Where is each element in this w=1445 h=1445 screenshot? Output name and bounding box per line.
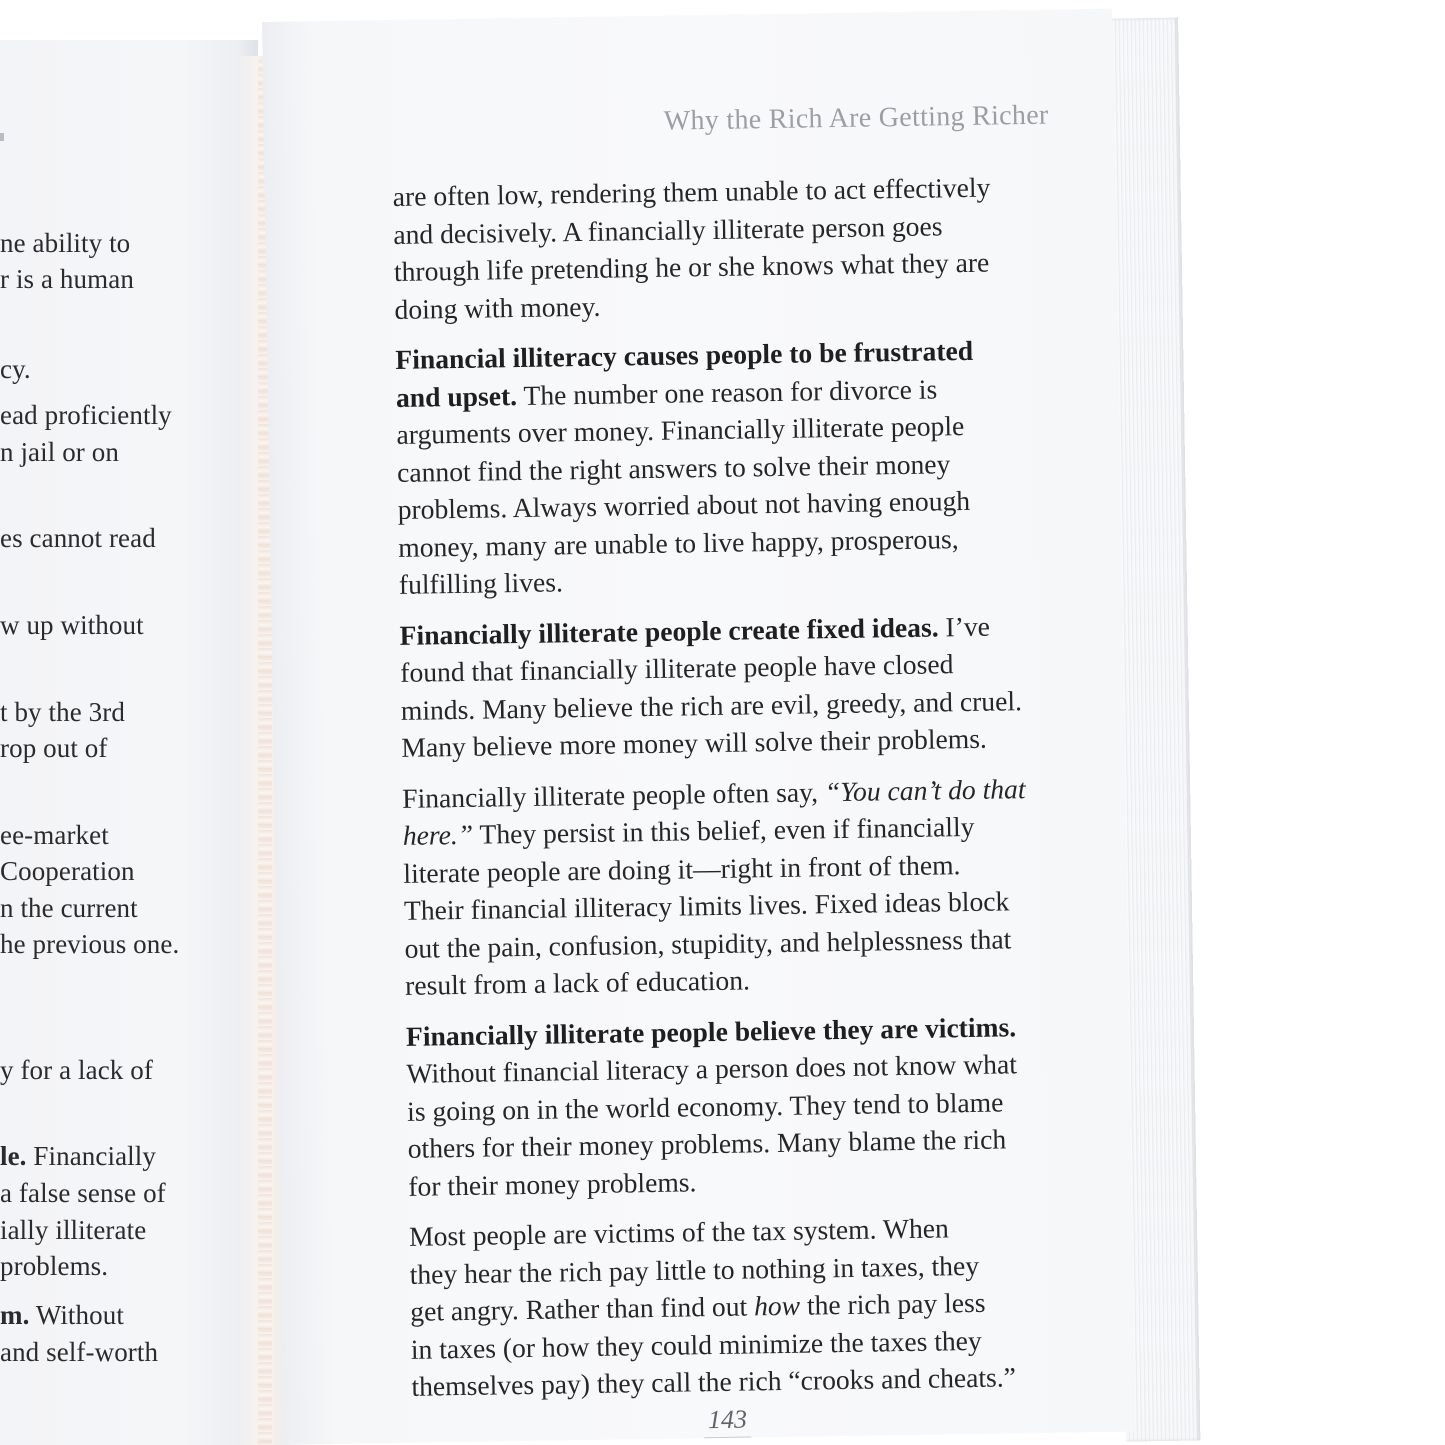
paragraph-lead: and upset. bbox=[395, 379, 518, 413]
text-line: fulfilling lives. bbox=[398, 566, 564, 600]
left-line-bold: m. bbox=[0, 1300, 30, 1330]
body-text bbox=[392, 167, 1091, 1418]
left-line: ee-market bbox=[0, 820, 109, 850]
page-number: 143 bbox=[704, 1404, 752, 1438]
paragraph-lead: Financially illiterate people create fixed ideas. bbox=[399, 610, 939, 651]
left-line: n jail or on bbox=[0, 437, 119, 467]
text-line: Most people are victims of the tax system. When bbox=[408, 1212, 950, 1252]
text-line: others for their money problems. Many blame the rich bbox=[407, 1123, 1007, 1164]
paragraph bbox=[399, 606, 1081, 767]
left-line: a false sense of bbox=[0, 1178, 166, 1208]
italic-quote: here.” bbox=[402, 818, 474, 851]
left-line: es cannot read bbox=[0, 523, 156, 553]
text-run: I’ve bbox=[938, 610, 991, 642]
left-line: Cooperation bbox=[0, 856, 135, 886]
text-line: Many believe more money will solve their problems. bbox=[401, 722, 988, 763]
left-line-rest: Without bbox=[29, 1300, 124, 1330]
paragraph-lead: Financial illiteracy causes people to be frustrated bbox=[395, 334, 974, 375]
text-line: money, many are unable to live happy, prosperous, bbox=[398, 522, 959, 563]
text-line: Their financial illiteracy limits lives. Fixed ideas block bbox=[403, 885, 1010, 926]
left-line: cy. bbox=[0, 354, 31, 384]
text-line: Without financial literacy a person does not know what bbox=[406, 1048, 1018, 1089]
left-line: ead proficiently bbox=[0, 400, 172, 430]
left-line-rest: Financially bbox=[26, 1141, 156, 1171]
left-page bbox=[0, 40, 258, 1445]
left-line-bold: le. bbox=[0, 1141, 27, 1171]
italic-word: how bbox=[753, 1289, 801, 1322]
text-run: the rich pay less bbox=[799, 1286, 986, 1321]
text-line: through life pretending he or she knows what they are bbox=[393, 246, 990, 287]
left-line bbox=[0, 1300, 124, 1331]
left-line: n the current bbox=[0, 893, 138, 923]
left-line: t by the 3rd bbox=[0, 697, 125, 727]
text-line: themselves pay) they call the rich “crooks and cheats.” bbox=[411, 1361, 1017, 1402]
left-page-fragment-mark bbox=[0, 133, 4, 141]
left-line: he previous one. bbox=[0, 929, 180, 959]
text-run: They persist in this belief, even if financially bbox=[472, 810, 975, 850]
text-line: are often low, rendering them unable to act effectively bbox=[392, 171, 991, 212]
text-line: literate people are doing it—right in front of them. bbox=[403, 848, 961, 889]
text-line: they hear the rich pay little to nothing in taxes, they bbox=[409, 1249, 980, 1290]
running-head: Why the Rich Are Getting Richer bbox=[663, 99, 1049, 137]
text-line: out the pain, confusion, stupidity, and helplessness that bbox=[404, 922, 1012, 964]
paragraph bbox=[402, 769, 1085, 1005]
left-line: problems. bbox=[0, 1251, 109, 1281]
paragraph bbox=[409, 1207, 1092, 1405]
text-run: The number one reason for divorce is bbox=[516, 372, 938, 411]
text-run: Financially illiterate people often say, bbox=[401, 775, 826, 814]
paragraph bbox=[406, 1007, 1089, 1205]
text-line: problems. Always worried about not having enough bbox=[397, 484, 971, 525]
left-line: y for a lack of bbox=[0, 1055, 153, 1085]
text-run: get angry. Rather than find out bbox=[410, 1290, 755, 1327]
text-line: is going on in the world economy. They tend to blame bbox=[406, 1085, 1004, 1127]
text-line: doing with money. bbox=[394, 290, 601, 325]
paragraph bbox=[392, 167, 1074, 328]
text-line: arguments over money. Financially illiterate people bbox=[396, 410, 965, 450]
left-line bbox=[0, 1141, 156, 1172]
left-line: w up without bbox=[0, 610, 144, 640]
left-line: and self-worth bbox=[0, 1337, 159, 1367]
text-line: result from a lack of education. bbox=[404, 964, 751, 1001]
left-line: r is a human bbox=[0, 264, 134, 294]
text-line: cannot find the right answers to solve their money bbox=[396, 447, 951, 488]
left-line: ne ability to bbox=[0, 228, 131, 258]
text-line: minds. Many believe the rich are evil, greedy, and cruel. bbox=[400, 684, 1023, 726]
text-line: found that financially illiterate people have closed bbox=[399, 648, 954, 688]
right-page bbox=[262, 9, 1134, 1445]
left-line: rop out of bbox=[0, 733, 108, 763]
paragraph-lead: Financially illiterate people believe they are victims. bbox=[405, 1010, 1017, 1052]
text-line: in taxes (or how they could minimize the taxes they bbox=[410, 1324, 982, 1365]
left-line: ially illiterate bbox=[0, 1215, 147, 1245]
paragraph bbox=[395, 330, 1079, 603]
right-page-wrap bbox=[262, 8, 1184, 1445]
text-line: and decisively. A financially illiterate person goes bbox=[393, 209, 943, 250]
italic-quote: “You can’t do that bbox=[824, 772, 1026, 807]
text-line: for their money problems. bbox=[408, 1165, 697, 1202]
